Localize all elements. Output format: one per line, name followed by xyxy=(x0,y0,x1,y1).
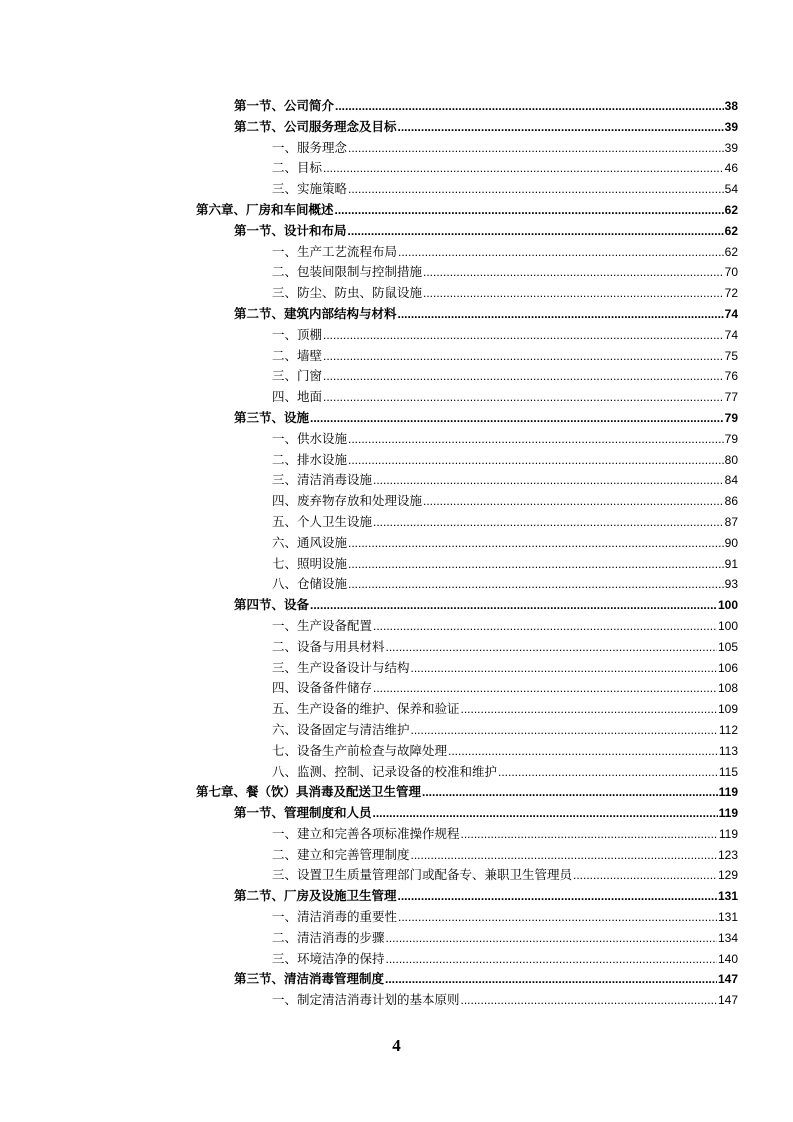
toc-entry-title: 七、照明设施 xyxy=(272,555,348,571)
toc-subsection-entry[interactable] xyxy=(196,366,738,387)
toc-subsection-entry[interactable] xyxy=(196,262,738,283)
toc-entry-title: 二、目标 xyxy=(272,160,323,176)
toc-entry-title: 一、供水设施 xyxy=(272,430,348,446)
toc-entry-page: 39 xyxy=(724,140,738,155)
toc-entry-title: 四、设备备件储存 xyxy=(272,680,373,696)
toc-dot-leader xyxy=(348,450,724,471)
toc-chapter-entry[interactable] xyxy=(196,782,738,803)
toc-entry-title: 一、建立和完善各项标准操作规程 xyxy=(272,825,460,841)
toc-dot-leader xyxy=(348,554,724,575)
toc-entry-title: 第六章、厂房和车间概述 xyxy=(196,201,334,217)
toc-entry-title: 八、监测、控制、记录设备的校准和维护 xyxy=(272,763,498,779)
toc-section-entry[interactable] xyxy=(196,96,738,117)
toc-subsection-entry[interactable] xyxy=(196,512,738,533)
toc-subsection-entry[interactable] xyxy=(196,845,738,866)
toc-dot-leader xyxy=(373,803,718,824)
toc-dot-leader xyxy=(323,346,724,367)
toc-entry-page: 123 xyxy=(717,847,738,862)
toc-entry-page: 108 xyxy=(717,681,738,696)
toc-entry-page: 131 xyxy=(717,889,738,904)
toc-dot-leader xyxy=(422,782,718,803)
toc-entry-page: 62 xyxy=(724,202,738,217)
toc-entry-title: 二、设备与用具材料 xyxy=(272,638,385,654)
toc-subsection-entry[interactable] xyxy=(196,699,738,720)
toc-dot-leader xyxy=(398,304,724,325)
toc-entry-title: 一、制定清洁消毒计划的基本原则 xyxy=(272,992,460,1008)
toc-subsection-entry[interactable] xyxy=(196,158,738,179)
toc-entry-title: 第七章、餐（饮）具消毒及配送卫生管理 xyxy=(196,784,422,800)
toc-subsection-entry[interactable] xyxy=(196,907,738,928)
toc-entry-title: 六、设备固定与清洁维护 xyxy=(272,721,410,737)
toc-subsection-entry[interactable] xyxy=(196,574,738,595)
toc-entry-page: 54 xyxy=(724,182,738,197)
toc-entry-page: 147 xyxy=(717,972,738,987)
toc-entry-page: 100 xyxy=(717,618,738,633)
toc-dot-leader xyxy=(411,720,718,741)
toc-dot-leader xyxy=(386,928,717,949)
toc-dot-leader xyxy=(411,658,717,679)
toc-dot-leader xyxy=(323,158,724,179)
toc-entry-title: 三、门窗 xyxy=(272,368,323,384)
toc-entry-title: 第三节、设施 xyxy=(234,409,310,425)
toc-entry-page: 112 xyxy=(718,722,738,737)
toc-entry-title: 第一节、公司简介 xyxy=(234,98,335,113)
toc-subsection-entry[interactable] xyxy=(196,554,738,575)
toc-entry-title: 第四节、设备 xyxy=(234,597,310,613)
toc-entry-title: 一、服务理念 xyxy=(272,139,348,155)
toc-entry-page: 100 xyxy=(717,598,738,613)
toc-dot-leader xyxy=(398,907,717,928)
toc-dot-leader xyxy=(323,366,724,387)
toc-entry-title: 二、排水设施 xyxy=(272,451,348,467)
toc-subsection-entry[interactable] xyxy=(196,470,738,491)
toc-dot-leader xyxy=(335,200,724,221)
toc-entry-page: 70 xyxy=(724,265,738,280)
toc-subsection-entry[interactable] xyxy=(196,179,738,200)
toc-section-entry[interactable] xyxy=(196,304,738,325)
toc-entry-page: 93 xyxy=(724,577,738,592)
toc-entry-title: 五、个人卫生设施 xyxy=(272,513,373,529)
toc-entry-page: 74 xyxy=(724,306,738,321)
toc-entry-title: 七、设备生产前检查与故障处理 xyxy=(272,742,448,758)
toc-dot-leader xyxy=(398,886,717,907)
toc-entry-page: 38 xyxy=(724,99,738,113)
toc-entry-title: 二、建立和完善管理制度 xyxy=(272,846,410,862)
toc-dot-leader xyxy=(398,242,724,263)
toc-entry-title: 一、生产设备配置 xyxy=(272,617,373,633)
toc-entry-title: 第一节、管理制度和人员 xyxy=(234,805,372,821)
toc-dot-leader xyxy=(398,117,724,138)
page-number: 4 xyxy=(392,1036,401,1055)
toc-dot-leader xyxy=(373,678,717,699)
toc-dot-leader xyxy=(385,969,717,990)
toc-entry-page: 131 xyxy=(717,910,738,925)
toc-entry-page: 140 xyxy=(717,951,738,966)
toc-subsection-entry[interactable] xyxy=(196,429,738,450)
toc-dot-leader xyxy=(335,96,724,117)
toc-entry-title: 一、顶棚 xyxy=(272,326,323,342)
toc-subsection-entry[interactable] xyxy=(196,491,738,512)
toc-entry-page: 72 xyxy=(724,286,738,301)
toc-entry-title: 五、生产设备的维护、保养和验证 xyxy=(272,701,460,717)
toc-entry-title: 六、通风设施 xyxy=(272,534,348,550)
toc-dot-leader xyxy=(461,990,717,1011)
toc-entry-page: 91 xyxy=(724,556,738,571)
toc-section-entry[interactable] xyxy=(196,969,738,990)
toc-entry-page: 106 xyxy=(717,660,738,675)
toc-entry-page: 39 xyxy=(724,119,738,134)
toc-entry-page: 119 xyxy=(718,785,738,800)
toc-dot-leader xyxy=(348,429,724,450)
toc-entry-page: 134 xyxy=(717,930,738,945)
toc-entry-title: 一、生产工艺流程布局 xyxy=(272,243,398,259)
toc-entry-title: 八、仓储设施 xyxy=(272,576,348,592)
toc-subsection-entry[interactable] xyxy=(196,678,738,699)
toc-section-entry[interactable] xyxy=(196,886,738,907)
toc-dot-leader xyxy=(373,512,724,533)
toc-entry-page: 75 xyxy=(724,348,738,363)
toc-subsection-entry[interactable] xyxy=(196,283,738,304)
toc-entry-title: 三、实施策略 xyxy=(272,181,348,197)
toc-subsection-entry[interactable] xyxy=(196,616,738,637)
toc-entry-title: 第二节、公司服务理念及目标 xyxy=(234,118,397,134)
toc-entry-page: 79 xyxy=(724,410,738,425)
toc-subsection-entry[interactable] xyxy=(196,533,738,554)
toc-entry-page: 119 xyxy=(718,826,738,841)
toc-dot-leader xyxy=(310,595,717,616)
toc-entry-page: 46 xyxy=(724,161,738,176)
toc-subsection-entry[interactable] xyxy=(196,325,738,346)
toc-entry-page: 90 xyxy=(724,535,738,550)
toc-subsection-entry[interactable] xyxy=(196,949,738,970)
toc-entry-page: 62 xyxy=(724,244,738,259)
toc-section-entry[interactable] xyxy=(196,408,738,429)
toc-entry-title: 三、清洁消毒设施 xyxy=(272,472,373,488)
toc-subsection-entry[interactable] xyxy=(196,990,738,1011)
toc-dot-leader xyxy=(386,949,717,970)
toc-dot-leader xyxy=(411,845,717,866)
toc-dot-leader xyxy=(386,637,717,658)
toc-dot-leader xyxy=(423,262,724,283)
toc-subsection-entry[interactable] xyxy=(196,928,738,949)
toc-entry-page: 129 xyxy=(717,868,738,883)
toc-entry-title: 三、生产设备设计与结构 xyxy=(272,659,410,675)
toc-subsection-entry[interactable] xyxy=(196,387,738,408)
toc-dot-leader xyxy=(461,824,718,845)
toc-subsection-entry[interactable] xyxy=(196,720,738,741)
toc-subsection-entry[interactable] xyxy=(196,658,738,679)
toc-subsection-entry[interactable] xyxy=(196,824,738,845)
toc-entry-title: 第三节、清洁消毒管理制度 xyxy=(234,971,385,987)
toc-entry-title: 四、地面 xyxy=(272,389,323,405)
toc-dot-leader xyxy=(461,699,717,720)
toc-entry-title: 二、清洁消毒的步骤 xyxy=(272,929,385,945)
toc-subsection-entry[interactable] xyxy=(196,138,738,159)
toc-subsection-entry[interactable] xyxy=(196,637,738,658)
toc-dot-leader xyxy=(373,616,717,637)
toc-entry-page: 76 xyxy=(724,369,738,384)
toc-entry-page: 62 xyxy=(724,223,738,238)
toc-subsection-entry[interactable] xyxy=(196,762,738,783)
toc-entry-title: 三、环境洁净的保持 xyxy=(272,950,385,966)
toc-entry-title: 第二节、厂房及设施卫生管理 xyxy=(234,888,397,904)
toc-subsection-entry[interactable] xyxy=(196,865,738,886)
toc-dot-leader xyxy=(498,762,718,783)
toc-entry-page: 80 xyxy=(724,452,738,467)
toc-section-entry[interactable] xyxy=(196,803,738,824)
toc-dot-leader xyxy=(348,574,724,595)
toc-entry-title: 四、废弃物存放和处理设施 xyxy=(272,493,423,509)
toc-entry-page: 84 xyxy=(724,473,738,488)
toc-entry-page: 87 xyxy=(724,514,738,529)
toc-entry-title: 二、墙壁 xyxy=(272,347,323,363)
toc-section-entry[interactable] xyxy=(196,117,738,138)
toc-dot-leader xyxy=(423,283,724,304)
toc-entry-page: 86 xyxy=(724,494,738,509)
toc-dot-leader xyxy=(448,741,718,762)
toc-section-entry[interactable] xyxy=(196,595,738,616)
toc-entry-title: 二、包装间限制与控制措施 xyxy=(272,264,423,280)
toc-subsection-entry[interactable] xyxy=(196,450,738,471)
toc-subsection-entry[interactable] xyxy=(196,741,738,762)
toc-dot-leader xyxy=(373,470,724,491)
toc-entry-page: 109 xyxy=(717,702,738,717)
table-of-contents xyxy=(196,96,738,1011)
toc-subsection-entry[interactable] xyxy=(196,242,738,263)
toc-entry-page: 115 xyxy=(718,764,738,779)
toc-entry-page: 77 xyxy=(724,390,738,405)
toc-entry-page: 119 xyxy=(718,806,738,821)
toc-dot-leader xyxy=(423,491,724,512)
toc-entry-title: 第一节、设计和布局 xyxy=(234,222,347,238)
toc-section-entry[interactable] xyxy=(196,221,738,242)
toc-entry-title: 三、设置卫生质量管理部门或配备专、兼职卫生管理员 xyxy=(272,867,573,883)
toc-dot-leader xyxy=(323,325,724,346)
toc-entry-page: 147 xyxy=(717,993,738,1008)
toc-subsection-entry[interactable] xyxy=(196,346,738,367)
toc-dot-leader xyxy=(348,138,724,159)
toc-entry-title: 一、清洁消毒的重要性 xyxy=(272,909,398,925)
toc-dot-leader xyxy=(348,179,724,200)
toc-entry-page: 79 xyxy=(724,431,738,446)
toc-dot-leader xyxy=(323,387,724,408)
toc-dot-leader xyxy=(573,865,717,886)
toc-chapter-entry[interactable] xyxy=(196,200,738,221)
toc-dot-leader xyxy=(310,408,724,429)
toc-entry-page: 105 xyxy=(717,639,738,654)
toc-dot-leader xyxy=(348,533,724,554)
toc-entry-title: 第二节、建筑内部结构与材料 xyxy=(234,305,397,321)
toc-entry-page: 113 xyxy=(718,743,738,758)
toc-entry-page: 74 xyxy=(724,327,738,342)
toc-dot-leader xyxy=(348,221,724,242)
toc-entry-title: 三、防尘、防虫、防鼠设施 xyxy=(272,285,423,301)
